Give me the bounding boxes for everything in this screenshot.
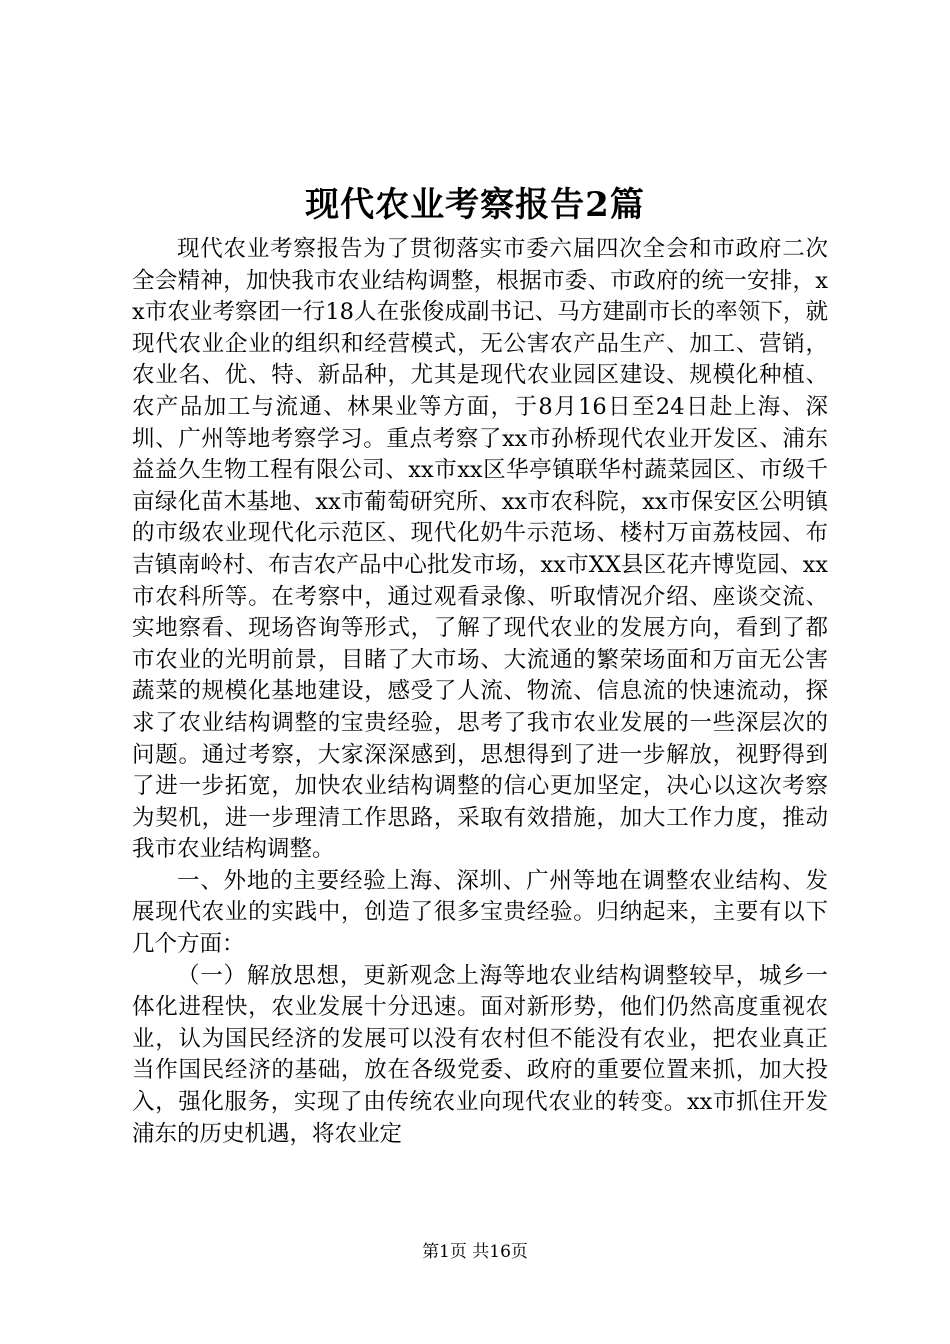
paragraph-intro: 现代农业考察报告为了贯彻落实市委六届四次全会和市政府二次全会精神，加快我市农业结构调整，根据市委、市政府的统一安排，xx市农业考察团一行18人在张俊成副书记、马方建副市长的率领下，就现代农业企业的组织和经营模式，无公害农产品生产、加工、营销，农业名、优、特、新品种，尤其是现代农业园区建设、规模化种植、农产品加工与流通、林果业等方面，于8月16日至24日赴上海、深圳、广州等地考察学习。重点考察了xx市孙桥现代农业开发区、浦东益益久生物工程有限公司、xx市xx区华亭镇联华村蔬菜园区、市级千亩绿化苗木基地、xx市葡萄研究所、xx市农科院，xx市保安区公明镇的市级农业现代化示范区、现代化奶牛示范场、楼村万亩荔枝园、布吉镇南岭村、布吉农产品中心批发市场，xx市XX县区花卉博览园、xx市农科所等。在考察中，通过观看录像、听取情况介绍、座谈交流、实地察看、现场咨询等形式，了解了现代农业的发展方向，看到了都市农业的光明前景，目睹了大市场、大流通的繁荣场面和万亩无公害蔬菜的规模化基地建设，感受了人流、物流、信息流的快速流动，探求了农业结构调整的宝贵经验，思考了我市农业发展的一些深层次的问题。通过考察，大家深深感到，思想得到了进一步解放，视野得到了进一步拓宽，加快农业结构调整的信心更加坚定，决心以这次考察为契机，进一步理清工作思路，采取有效措施，加大工作力度，推动我市农业结构调整。 bbox=[132, 236, 828, 863]
page-footer: 第1页 共16页 bbox=[422, 1242, 528, 1262]
document-body bbox=[132, 234, 828, 1150]
document-title: 现代农业考察报告2篇 bbox=[305, 185, 645, 225]
paragraph-section-one: 一、外地的主要经验上海、深圳、广州等地在调整农业结构、发展现代农业的实践中，创造了很多宝贵经验。归纳起来，主要有以下几个方面： bbox=[132, 867, 828, 958]
paragraph-subsection-one: （一）解放思想，更新观念上海等地农业结构调整较早，城乡一体化进程快，农业发展十分迅速。面对新形势，他们仍然高度重视农业，认为国民经济的发展可以没有农村但不能没有农业，把农业真正当作国民经济的基础，放在各级党委、政府的重要位置来抓，加大投入，强化服务，实现了由传统农业向现代农业的转变。xx市抓住开发浦东的历史机遇，将农业定 bbox=[132, 962, 828, 1147]
